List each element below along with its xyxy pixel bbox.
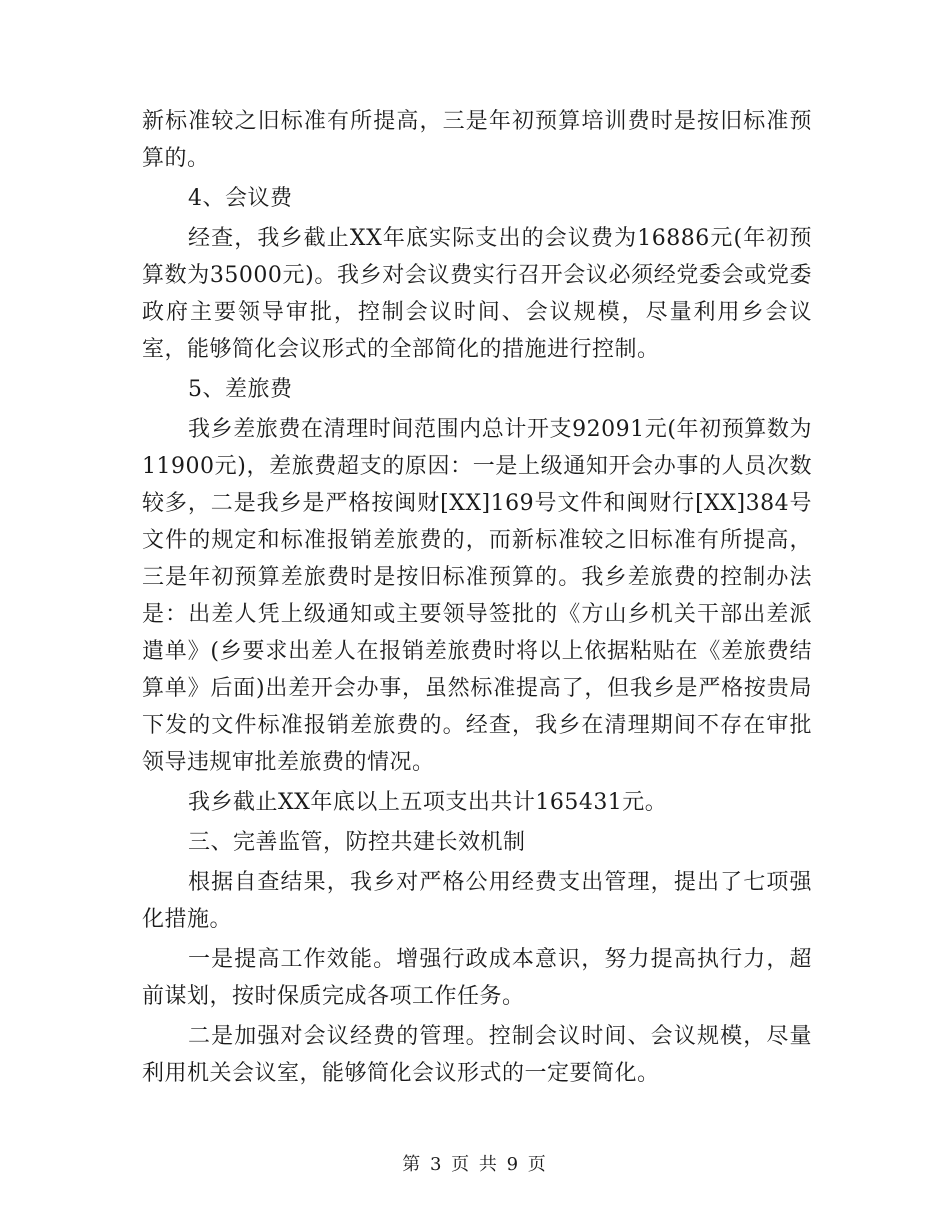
section-heading-meeting-fees: 4、会议费 (188, 186, 293, 211)
paragraph-travel-fees: 我乡差旅费在清理时间范围内总计开支92091元(年初预算数为11900元)，差旅费超支的原因：一是上级通知开会办事的人员次数较多，二是我乡是严格按闽财[XX]169号文件和闽财行[XX]384号文件的规定和标准报销差旅费的，而新标准较之旧标准有所提高，三是年初预算差旅费时是按旧标准预算的。我乡差旅费的控制办法是：出差人凭上级通知或主要领导签批的《方山乡机关干部出差派遣单》(乡要求出差人在报销差旅费时将以上依据粘贴在《差旅费结算单》后面)出差开会办事，虽然标准提高了，但我乡是严格按贵局下发的文件标准报销差旅费的。经查，我乡在清理期间不存在审批领导违规审批差旅费的情况。 (142, 417, 812, 775)
paragraph-total-expense: 我乡截止XX年底以上五项支出共计165431元。 (188, 790, 668, 815)
section-heading-supervision: 三、完善监管，防控共建长效机制 (188, 830, 526, 855)
paragraph-1: 新标准较之旧标准有所提高，三是年初预算培训费时是按旧标准预算的。 (142, 109, 812, 171)
paragraph-meeting-fees: 经查，我乡截止XX年底实际支出的会议费为16886元(年初预算数为35000元)。我乡对会议费实行召开会议必须经党委会或党委政府主要领导审批，控制会议时间、会议规模，尽量利用乡会议室，能够简化会议形式的全部简化的措施进行控制。 (142, 226, 812, 362)
paragraph-measure-1: 一是提高工作效能。增强行政成本意识，努力提高执行力，超前谋划，按时保质完成各项工作任务。 (142, 947, 812, 1009)
section-heading-travel-fees: 5、差旅费 (188, 377, 293, 402)
page-number-footer: 第 3 页 共 9 页 (402, 1154, 548, 1175)
paragraph-measures-intro: 根据自查结果，我乡对严格公用经费支出管理，提出了七项强化措施。 (142, 870, 812, 932)
paragraph-measure-2: 二是加强对会议经费的管理。控制会议时间、会议规模，尽量利用机关会议室，能够简化会议形式的一定要简化。 (142, 1024, 812, 1086)
document-body (142, 103, 812, 1095)
